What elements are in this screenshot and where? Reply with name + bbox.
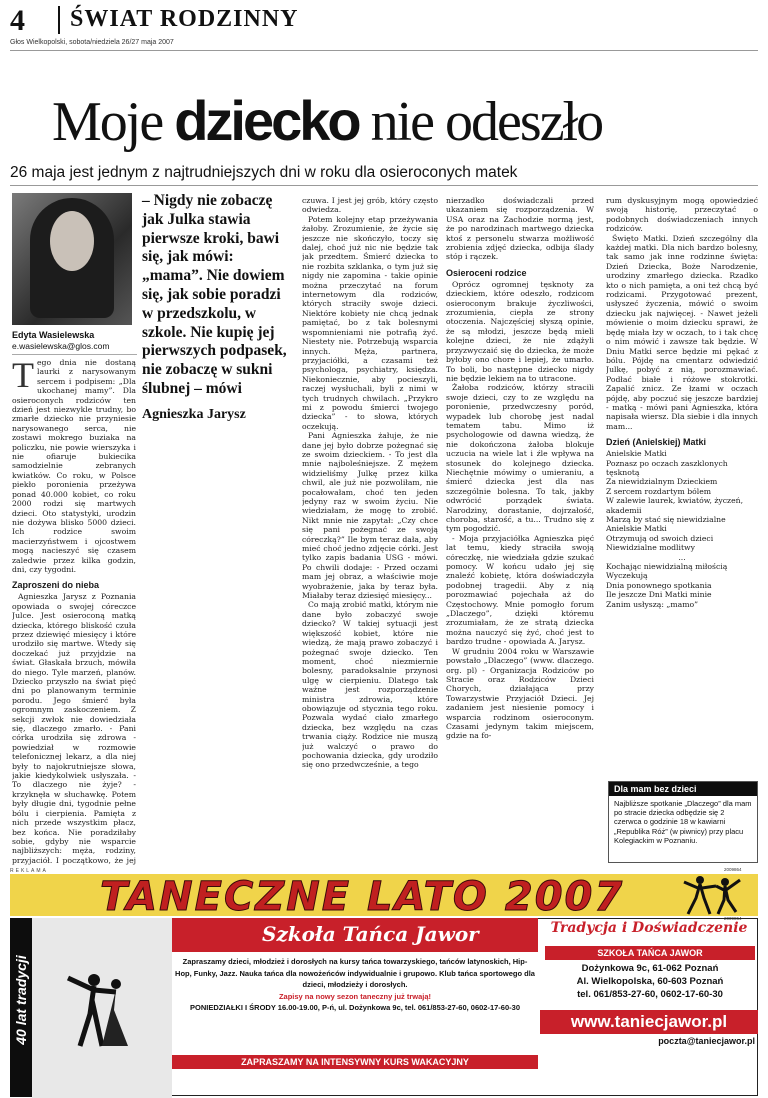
paragraph: czuwa. I jest jej grób, który często odwiedza. (302, 196, 438, 215)
poem-line: Niewidzialne modlitwy (606, 543, 695, 553)
column-5 (606, 196, 758, 778)
column-3 (302, 196, 438, 866)
dropcap: T (12, 358, 34, 395)
school-text (175, 956, 535, 1014)
author-photo (12, 193, 132, 325)
dancer-silhouette-icon (670, 874, 750, 916)
author-name: Edyta Wasielewska (12, 330, 95, 340)
page-number: 4 (10, 4, 25, 37)
poem-line: Za niewidzialnym Dzieckiem (606, 477, 718, 487)
header-divider (58, 6, 60, 34)
website-link[interactable]: www.taniecjawor.pl (540, 1010, 758, 1034)
info-box (608, 781, 758, 863)
paragraph: Agnieszka Jarysz z Poznania opowiada o swojej córeczce Julce. Jest osieroconą matką dziecka, którego bliskość czuła przez dziewięć miesięcy i które urodziło się martwe. Wtedy się doczekać już przyjdzie na świat. Głaskała brzuch, mówiła do niego. Tyle marzeń, planów. Dziecko przyszło na świat pięć dni po planowanym terminie porodu. Jego śmierć była ogromnym zaskoczeniem. Z sekcji zwłok nie dowiedziała się, dlaczego zmarło. - Pani córka urodziła się zdrowa - powiedział w rozmowie telefonicznej lekarz, a dla niej były to najokrutniejsze słowa, jakie kiedykolwiek usłyszała. - To dlaczego nie żyje? - krzyknęła w słuchawkę. Potem były długie dni, tygodnie pełne bólu i cierpienia. Pamięta z nich przede wszystkim płacz, bez końca. Nie poradziłaby sobie, gdyby nie wsparcie najbliższych: męża, rodziny, przyjaciół. I początkowo, że jej (12, 592, 136, 865)
school-hours: PONIEDZIAŁKI I ŚRODY 16.00-19.00, P-ń, ul. Dożynkowa 9c, tel. 061/853-27-60, 0602-17-60-30 (189, 1003, 520, 1012)
school-enrolment: Zapisy na nowy sezon taneczny już trwają! (278, 991, 432, 1001)
poem-line: Z sercem rozdartym bólem (606, 486, 712, 496)
paragraph: - Moja przyjaciółka Agnieszka pięć lat temu, kiedy straciła swoją córeczkę, nie wiedziała gdzie szukać pomocy. W końcu udało jej się znaleźć kobietę, która doświadczyła podobnej tragedii. Aby z nią porozmawiać pojechała aż do Częstochowy. Mnie pomogło forum „Dlaczego”, dzięki któremu zrozumiałam, że ze stratą dziecka można nauczyć się żyć, choć jest to bardzo trudne - opowiada A. Jarysz. (446, 533, 594, 647)
poem-line: W zalewie laurek, kwiatów, życzeń, (606, 496, 744, 506)
info-box-text: Najbliższe spotkanie „Dlaczego” dla mam po stracie dziecka odbędzie się 2 czerwca o godzinie 18 w kawiarni „Republika Róż” (w piwnicy) przy placu Kolegiackim w Poznaniu. (614, 799, 752, 845)
address-line: Al. Wielkopolska, 60-603 Poznań (576, 976, 724, 987)
heading-dzien-matki: Dzień (Anielskiej) Matki (606, 437, 707, 448)
paragraph: W grudniu 2004 roku w Warszawie powstało „Dlaczego” (www. dlaczego. org. pl) - Organizacja Rodziców po Stracie oraz Rodziców Dzieci Chorych, działająca przy Towarzystwie Przyjaciół Dzieci. Jej zadaniem jest niesienie pomocy i wsparcia rodzinom osieroconym. Czasami jedynym takim miejscem, gdzie na fo- (446, 646, 594, 741)
column-1 (12, 358, 136, 866)
address-line: Dożynkowa 9c, 61-062 Poznań (581, 963, 719, 974)
poem-line: akademii (606, 505, 642, 515)
ad-banner[interactable] (10, 874, 758, 916)
poem-line: ... (678, 552, 686, 562)
photo-face (50, 211, 94, 271)
subtitle-rule (10, 185, 758, 186)
poem-line: Marzą by stać się niewidzialne (606, 515, 726, 524)
poem-line: Anielskie Matki (606, 524, 667, 534)
heading-zaproszeni: Zaproszeni do nieba (12, 580, 100, 591)
pull-quote: – Nigdy nie zobaczę jak Julka stawia pierwsze kroki, bawi się, jak mówi: „mama”. Nie dowiem się, jak sobie poradzi w przedszkolu, w szkole. Nie kupię jej pierwszych podpasek, nie zobaczę w sukni ślubnej – mówi (142, 192, 287, 397)
poem-line: Anielskie Matki (606, 449, 667, 459)
paragraph: Święto Matki. Dzień szczególny dla każdej matki. Dla nich bardzo bolesny, tak samo jak inne rodzinne święta: Dzień Dziecka, Boże Narodzenie, urodziny zmarłego dziecka. Rzadko kto o nich pamięta, a oni też chcą być rodzicami. Przygotować prezent, usłyszeć życzenia, mówić o swoim dziecku jak najwięcej. - Nawet jeżeli mówienie o moim dziecku sprawi, że będę miała łzy w oczach, to i tak chcę o nim mówić i zawsze tak będzie. W Dniu Matki serce będzie mi pękać z bólu. Pójdę na cmentarz odwiedzić Julkę, pobyć z nią, porozmawiać. Podłać białe i różowe stokrotki. Zapalić znicz. Ze łzami w oczach pójdę, aby poczuć się jeszcze bardziej - matką - mówi pani Agnieszka, która napisała wiersz. Dla siebie i dla innych mam... (606, 233, 758, 431)
lead-paragraph: ego dnia nie dostaną laurki z narysowanym sercem i podpisem: „Dla ukochanej mamy”. Dla osieroconych rodziców ten dzień jest niezwykle trudny, bo zmarłe dziecko nie przyniesie narysowanego serca, nie zostawi mokrego buziaka na policzku, nie powie wierszyka i nie ofiaruje bukiecika samodzielnie zebranych kwiatków. Co roku, w Polsce piekło poronienia przeżywa ponad 40.000 kobiet, co roku 2000 rodzi się martwych dzieci. Oto statystyki, urodzin nie dożywa blisko 5000 dzieci. Ich rodzice swoim macierzyństwem i ojcostwem mogą nacieszyć się czasem zaledwie przez kilka godzin, dni, czy tygodni. (12, 358, 136, 574)
paragraph: Oprócz ogromnej tęsknoty za dzieckiem, które odeszło, rodzicom osieroconym brakuje życzliwości, zrozumienia, ciepła ze strony otoczenia. Najczęściej słyszą opinie, że są młodzi, jeszcze będą mieli kolejne dzieci, że nie zdążyli przyzwyczaić się do dziecka, że może byłoby ono chore i lepiej, że umarło. To boli, bo następne dziecko nigdy nie będzie lekiem na to utracone. (446, 279, 594, 383)
school-title: Szkoła Tańca Jawor (262, 922, 479, 946)
author-rule (12, 354, 137, 355)
paragraph: Potem kolejny etap przeżywania żałoby. Zrozumienie, że życie się jeszcze nie skończyło, toczy się dalej, choć już nic nie będzie tak jak przedtem. Śmierć dziecka to nie rozbita szklanka, o tym już się nigdy nie zapomina - takie opinie można przeczytać na forum internetowym dla rodziców, których straciły swoje dzieci. Niektóre kobiety nie chcą jednak pamiętać, bo z tak bolesnymi wspomnieniami nie potrafią żyć. Niestety nie. Potrzebują wsparcia innych. Męża, partnera, przyjaciółki, a czasami też psychologa, psychiatry, księdza. Niekoniecznie, aby pocieszyli, raczej wysłuchali, byli z nimi w tych trudnych chwilach. „Przykro mi z powodu śmierci twojego dziecka” - to słowa, których oczekują. (302, 214, 438, 431)
tradition-slogan: Tradycja i Doświadczenie (550, 920, 748, 936)
article-subtitle: 26 maja jest jednym z najtrudniejszych dni w roku dla osieroconych matek (10, 164, 518, 181)
paragraph: Żałoba rodziców, którzy stracili swoje dzieci, czy to ze względu na poronienie, przedwczesny poród, wypadek lub chorobę jest nadal tematem tabu. Mimo iż psychologowie od dawna wiedzą, że nie dokończona żałoba blokuje uczucia na wiele lat i źle wpływa na stosunek do kolejnego dziecka. Niechętnie mówimy o umieraniu, a śmierć dziecka jest dla nas szczególnie bolesna. To tak, jakby odwrócić porządek świata. Narodziny, dorastanie, dojrzałość, choroba, starość, a tu... Trudno się z tym pogodzić. (446, 383, 594, 534)
poem-line: Dnia ponownego spotkania (606, 580, 712, 590)
school-addresses (545, 962, 755, 1001)
paragraph: rum dyskusyjnym mogą opowiedzieć swoją historię, przeczytać o podobnych doświadczeniach innych rodziców. (606, 196, 758, 234)
ad-code: 2009864 (724, 867, 742, 872)
poem-line: Zanim usłyszą: „mamo” (606, 599, 699, 609)
header-rule (10, 50, 758, 51)
section-title: ŚWIAT RODZINNY (70, 6, 299, 32)
banner-title: TANECZNE LATO 2007 (100, 874, 625, 916)
school-description: Zapraszamy dzieci, młodzież i dorosłych na kursy tańca towarzyskiego, tańców latynoskich, Hip-Hop, Funky, Jazz. Nauka tańca dla nowożeńców indywidualnie i grupowo. Klub tańca sportowego dla dzieci, młodzieży i dorosłych. (175, 957, 535, 989)
school-name-bar: SZKOŁA TAŃCA JAWOR (545, 946, 755, 960)
dancing-couple-icon (32, 918, 172, 1098)
ad-label: REKLAMA (10, 868, 48, 874)
email-link[interactable]: poczta@taniecjawor.pl (658, 1036, 755, 1046)
poem-line: Wyczekują (606, 571, 648, 581)
author-email: e.wasielewska@glos.com (12, 341, 110, 351)
poem-line: Ile jeszcze Dni Matki minie (606, 590, 712, 600)
school-footer: ZAPRASZAMY NA INTENSYWNY KURS WAKACYJNY (172, 1055, 538, 1069)
paragraph: Co mają zrobić matki, którym nie dane było zobaczyć swoje dziecko? W takiej sytuacji jest większość kobiet, które nie wiedzą, że mają prawo zobaczyć i pożegnać swoje dziecko. Ten moment, choć niezmiernie bolesny, paradoksalnie przynosi ulgę w cierpieniu. Dlatego tak ważne jest rozporządzenie ministra zdrowia, które obowiązuje od stycznia tego roku. Pozwala wydać ciało zmarłego dziecka, bez względu na czas trwania ciąży. Rodzice nie muszą już walczyć o prawo do pochowania dziecka, gdy urodziło się ono przedwcześnie, a tego (302, 600, 438, 770)
column-4 (446, 196, 594, 866)
poem (606, 449, 758, 609)
poem-line: Otrzymują od swoich dzieci (606, 533, 714, 543)
poem-line: Kochając niewidzialną miłością (606, 562, 728, 572)
address-line: tel. 061/853-27-60, 0602-17-60-30 (577, 989, 723, 1000)
article-title: Moje dziecko nie odeszło (52, 89, 603, 153)
pull-quote-author: Agnieszka Jarysz (142, 407, 246, 422)
ad-code: 2009864 (724, 916, 742, 921)
dateline: Głos Wielkopolski, sobota/niedziela 26/27 maja 2007 (10, 39, 174, 46)
poem-line: Poznasz po oczach zaszklonych (606, 458, 728, 468)
info-box-title: Dla mam bez dzieci (609, 782, 757, 796)
paragraph: Pani Agnieszka żałuje, że nie dane jej było dobrze pożegnać się ze swoim dzieckiem. - To jest dla mnie najboleśniejsze. Z mężem widzieliśmy Julkę przez kilka chwil, ale już nie pozwoliłam, nie pocałowałam, choć ten jeden jedyny raz w swoim życiu. Nie wiedziałam, że mogę to zrobić. Nikt mnie nie zapytał: „Czy chce się pani pożegnać ze swoją córeczką?” Ile bym teraz dała, aby mieć choć jedno zdjęcie córki. Jest tylko zapis badania USG - mówi. Po chwili dodaje: - Przed oczami mam jej obraz, a właściwie moje wyobrażenie, jaka by teraz była. Miałaby teraz dziesięć miesięcy... (302, 431, 438, 601)
poem-line: tęsknotą (606, 467, 640, 477)
paragraph: nierzadko doświadczali przed ukazaniem się rozporządzenia. W USA oraz na Zachodzie normą jest, że po narodzinach martwego dziecka ktoś z personelu stwarza możliwość zrobienia zdjęć dziecka, odbija ślady stóp i rączek. (446, 196, 594, 262)
side-tag (10, 918, 32, 1097)
side-tag-text: 40 lat tradycji (13, 955, 29, 1045)
heading-osieroceni: Osieroceni rodzice (446, 267, 527, 278)
school-title-bar (172, 918, 538, 952)
